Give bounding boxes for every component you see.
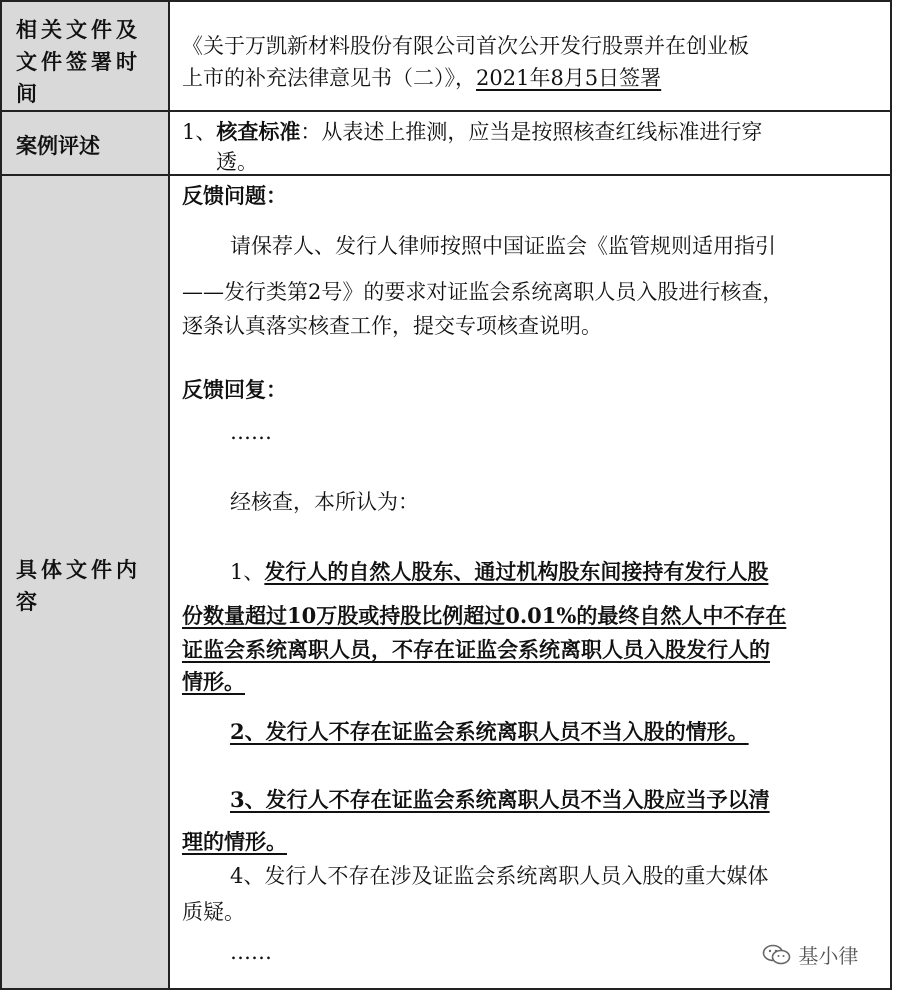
column-divider — [168, 0, 170, 990]
conclusion-point4-line1: 4、发行人不存在涉及证监会系统离职人员入股的重大媒体 — [230, 864, 769, 888]
row2-item-heading: 核查标准 — [216, 119, 301, 144]
row3-label-line1: 具体文件内 — [16, 558, 141, 582]
feedback-question-line1: 请保荐人、发行人律师按照中国证监会《监管规则适用指引 — [230, 234, 776, 258]
row1-label-line3: 间 — [16, 82, 41, 106]
wechat-icon — [762, 943, 792, 967]
feedback-question-title: 反馈问题： — [182, 183, 287, 208]
row1-document-title-line1: 《关于万凯新材料股份有限公司首次公开发行股票并在创业板 — [182, 34, 749, 58]
row1-document-title-line2 — [182, 62, 661, 92]
reply-ellipsis-top: …… — [230, 420, 272, 444]
row1-document-title-end: 上市的补充法律意见书（二）》， — [182, 66, 476, 90]
conclusion-intro: 经核查，本所认为： — [230, 490, 419, 514]
table-border-top — [0, 0, 892, 2]
table-border-bottom — [0, 988, 892, 990]
conclusion-point2: 2、发行人不存在证监会系统离职人员不当入股的情形。 — [230, 719, 749, 744]
conclusion-point1-line4: 情形。 — [182, 669, 245, 694]
row1-label-line2: 文件签署时 — [16, 50, 141, 74]
conclusion-point1-text: 发行人的自然人股东、通过机构股东间接持有发行人股 — [264, 559, 769, 584]
conclusion-point1-line1 — [230, 556, 768, 586]
row2-comment-line1 — [182, 116, 762, 146]
row-divider-2 — [0, 174, 892, 176]
row2-item-text: ：从表述上推测，应当是按照核查红线标准进行穿 — [300, 120, 763, 144]
watermark — [762, 940, 858, 969]
conclusion-point1-line2: 份数量超过10万股或持股比例超过0.01%的最终自然人中不存在 — [182, 603, 787, 628]
row2-comment-line2: 透。 — [216, 150, 258, 174]
row1-sign-date: 2021年8月5日签署 — [476, 66, 662, 90]
row1-label-line1: 相关文件及 — [16, 18, 141, 42]
row3-label-line2: 容 — [16, 590, 41, 614]
row2-label: 案例评述 — [16, 134, 100, 158]
row2-item-prefix: 1、 — [182, 120, 217, 144]
conclusion-point1-prefix: 1、 — [230, 560, 265, 584]
reply-ellipsis-bottom: …… — [230, 940, 272, 964]
feedback-question-line2: ——发行类第2号》的要求对证监会系统离职人员入股进行核查， — [182, 280, 784, 304]
conclusion-point1-line3: 证监会系统离职人员，不存在证监会系统离职人员入股发行人的 — [182, 637, 770, 662]
table-border-right — [890, 0, 892, 990]
watermark-text: 基小律 — [798, 944, 859, 968]
conclusion-point3-text: 3、发行人不存在证监会系统离职人员不当入股应当予以清 — [230, 787, 770, 812]
conclusion-point3-line2: 理的情形。 — [182, 829, 287, 854]
feedback-reply-title: 反馈回复： — [182, 377, 287, 402]
table-border-left — [0, 0, 2, 990]
row-divider-1 — [0, 110, 892, 112]
conclusion-point3-line1 — [182, 784, 770, 814]
conclusion-point4-line2: 质疑。 — [182, 900, 245, 924]
feedback-question-line3: 逐条认真落实核查工作，提交专项核查说明。 — [182, 314, 602, 338]
